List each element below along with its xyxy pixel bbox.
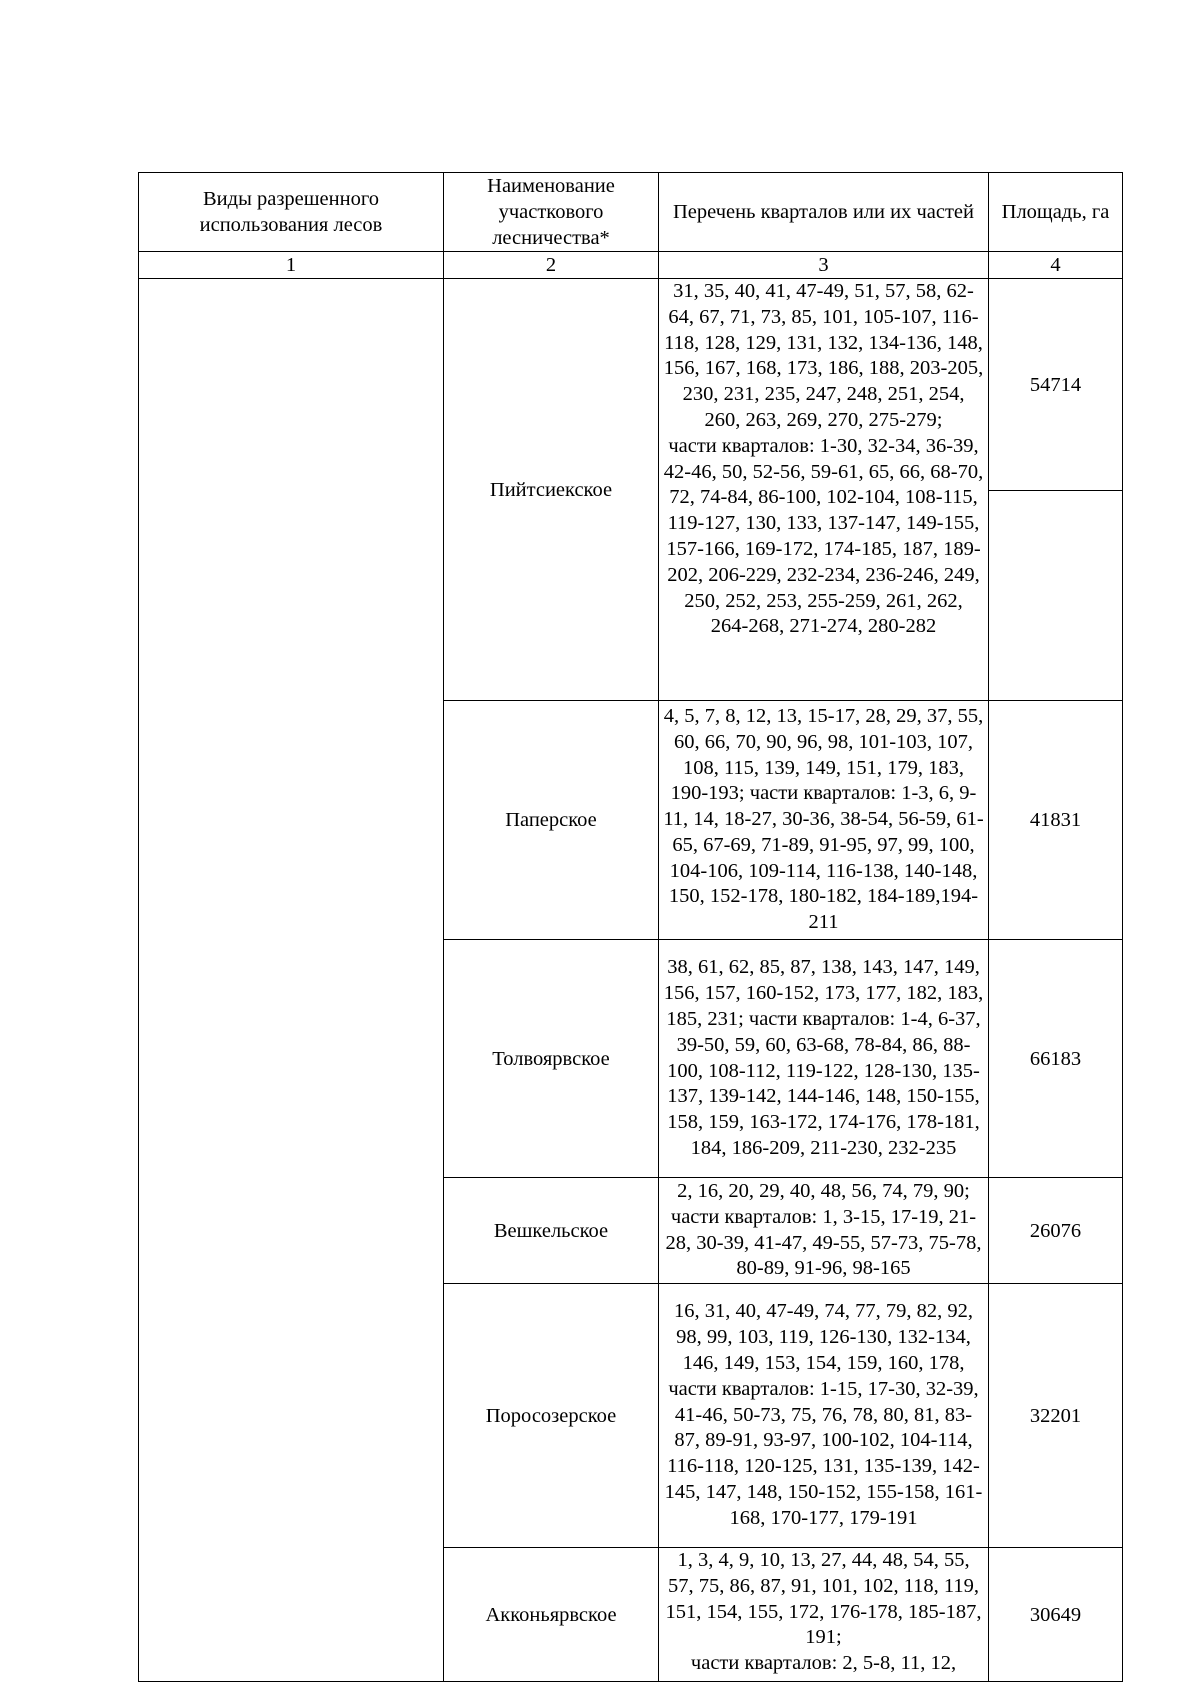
- area-value: 54714: [989, 279, 1123, 491]
- table-row: [139, 279, 1123, 491]
- column-number: 3: [659, 252, 989, 279]
- area-value: 32201: [989, 1284, 1123, 1548]
- header-forestry: Наименование участкового лесничества*: [444, 173, 659, 252]
- quarters-list: 4, 5, 7, 8, 12, 13, 15-17, 28, 29, 37, 55, 60, 66, 70, 90, 96, 98, 101-103, 107, 108, 115, 139, 149, 151, 179, 183, 190-193; части кварталов: 1-3, 6, 9-11, 14, 18-27, 30-36, 38-54, 56-59, 61-65, 67-69, 71-89, 91-95, 97, 99, 100, 104-106, 109-114, 116-138, 140-148, 150, 152-178, 180-182, 184-189,194-211: [659, 701, 989, 940]
- quarters-parts: части кварталов: 2, 5-8, 11, 12,: [690, 1652, 957, 1675]
- forest-use-table: [138, 172, 1123, 1682]
- header-quarters: Перечень кварталов или их частей: [659, 173, 989, 252]
- use-type-cell: [139, 279, 444, 1682]
- forestry-name: Толвоярвское: [444, 940, 659, 1178]
- forestry-name: Паперское: [444, 701, 659, 940]
- area-value: 66183: [989, 940, 1123, 1178]
- area-value: 30649: [989, 1548, 1123, 1682]
- column-number-row: [139, 252, 1123, 279]
- forestry-name: Вешкельское: [444, 1178, 659, 1284]
- header-use-type: Виды разрешенного использования лесов: [139, 173, 444, 252]
- quarters-list: 2, 16, 20, 29, 40, 48, 56, 74, 79, 90; части кварталов: 1, 3-15, 17-19, 21-28, 30-39, 41-47, 49-55, 57-73, 75-78, 80-89, 91-96, 98-165: [659, 1178, 989, 1284]
- column-number: 1: [139, 252, 444, 279]
- quarters-list: [659, 279, 989, 701]
- area-value: 26076: [989, 1178, 1123, 1284]
- column-number: 4: [989, 252, 1123, 279]
- forestry-name: Акконьярвское: [444, 1548, 659, 1682]
- forestry-name: Пийтсиекское: [444, 279, 659, 701]
- area-empty-cell: [989, 491, 1123, 701]
- quarters-list: 38, 61, 62, 85, 87, 138, 143, 147, 149, 156, 157, 160-152, 173, 177, 182, 183, 185, 231; части кварталов: 1-4, 6-37, 39-50, 59, 60, 63-68, 78-84, 86, 88-100, 108-112, 119-122, 128-130, 135-137, 139-142, 144-146, 148, 150-155, 158, 159, 163-172, 174-176, 178-181, 184, 186-209, 211-230, 232-235: [659, 940, 989, 1178]
- area-value: 41831: [989, 701, 1123, 940]
- quarters-list: [659, 1548, 989, 1682]
- quarters-list: 16, 31, 40, 47-49, 74, 77, 79, 82, 92, 98, 99, 103, 119, 126-130, 132-134, 146, 149, 153, 154, 159, 160, 178, части кварталов: 1-15, 17-30, 32-39, 41-46, 50-73, 75, 76, 78, 80, 81, 83-87, 89-91, 93-97, 100-102, 104-114, 116-118, 120-125, 131, 135-139, 142-145, 147, 148, 150-152, 155-158, 161-168, 170-177, 179-191: [659, 1284, 989, 1548]
- quarters-parts: части кварталов: 1-30, 32-34, 36-39, 42-46, 50, 52-56, 59-61, 65, 66, 68-70, 72, 74-84, 86-100, 102-104, 108-115, 119-127, 130, 133, 137-147, 149-155, 157-166, 169-172, 174-185, 187, 189-202, 206-229, 232-234, 236-246, 249, 250, 252, 253, 255-259, 261, 262, 264-268, 271-274, 280-282: [663, 434, 984, 638]
- quarters-full: 1, 3, 4, 9, 10, 13, 27, 44, 48, 54, 55, 57, 75, 86, 87, 91, 101, 102, 118, 119, 151, 154, 155, 172, 176-178, 185-187, 191;: [665, 1549, 982, 1649]
- quarters-full: 31, 35, 40, 41, 47-49, 51, 57, 58, 62-64, 67, 71, 73, 85, 101, 105-107, 116-118, 128, 129, 131, 132, 134-136, 148, 156, 167, 168, 173, 186, 188, 203-205, 230, 231, 235, 247, 248, 251, 254, 260, 263, 269, 270, 275-279;: [663, 280, 984, 431]
- header-row: [139, 173, 1123, 252]
- forestry-name: Поросозерское: [444, 1284, 659, 1548]
- column-number: 2: [444, 252, 659, 279]
- header-area: Площадь, га: [989, 173, 1123, 252]
